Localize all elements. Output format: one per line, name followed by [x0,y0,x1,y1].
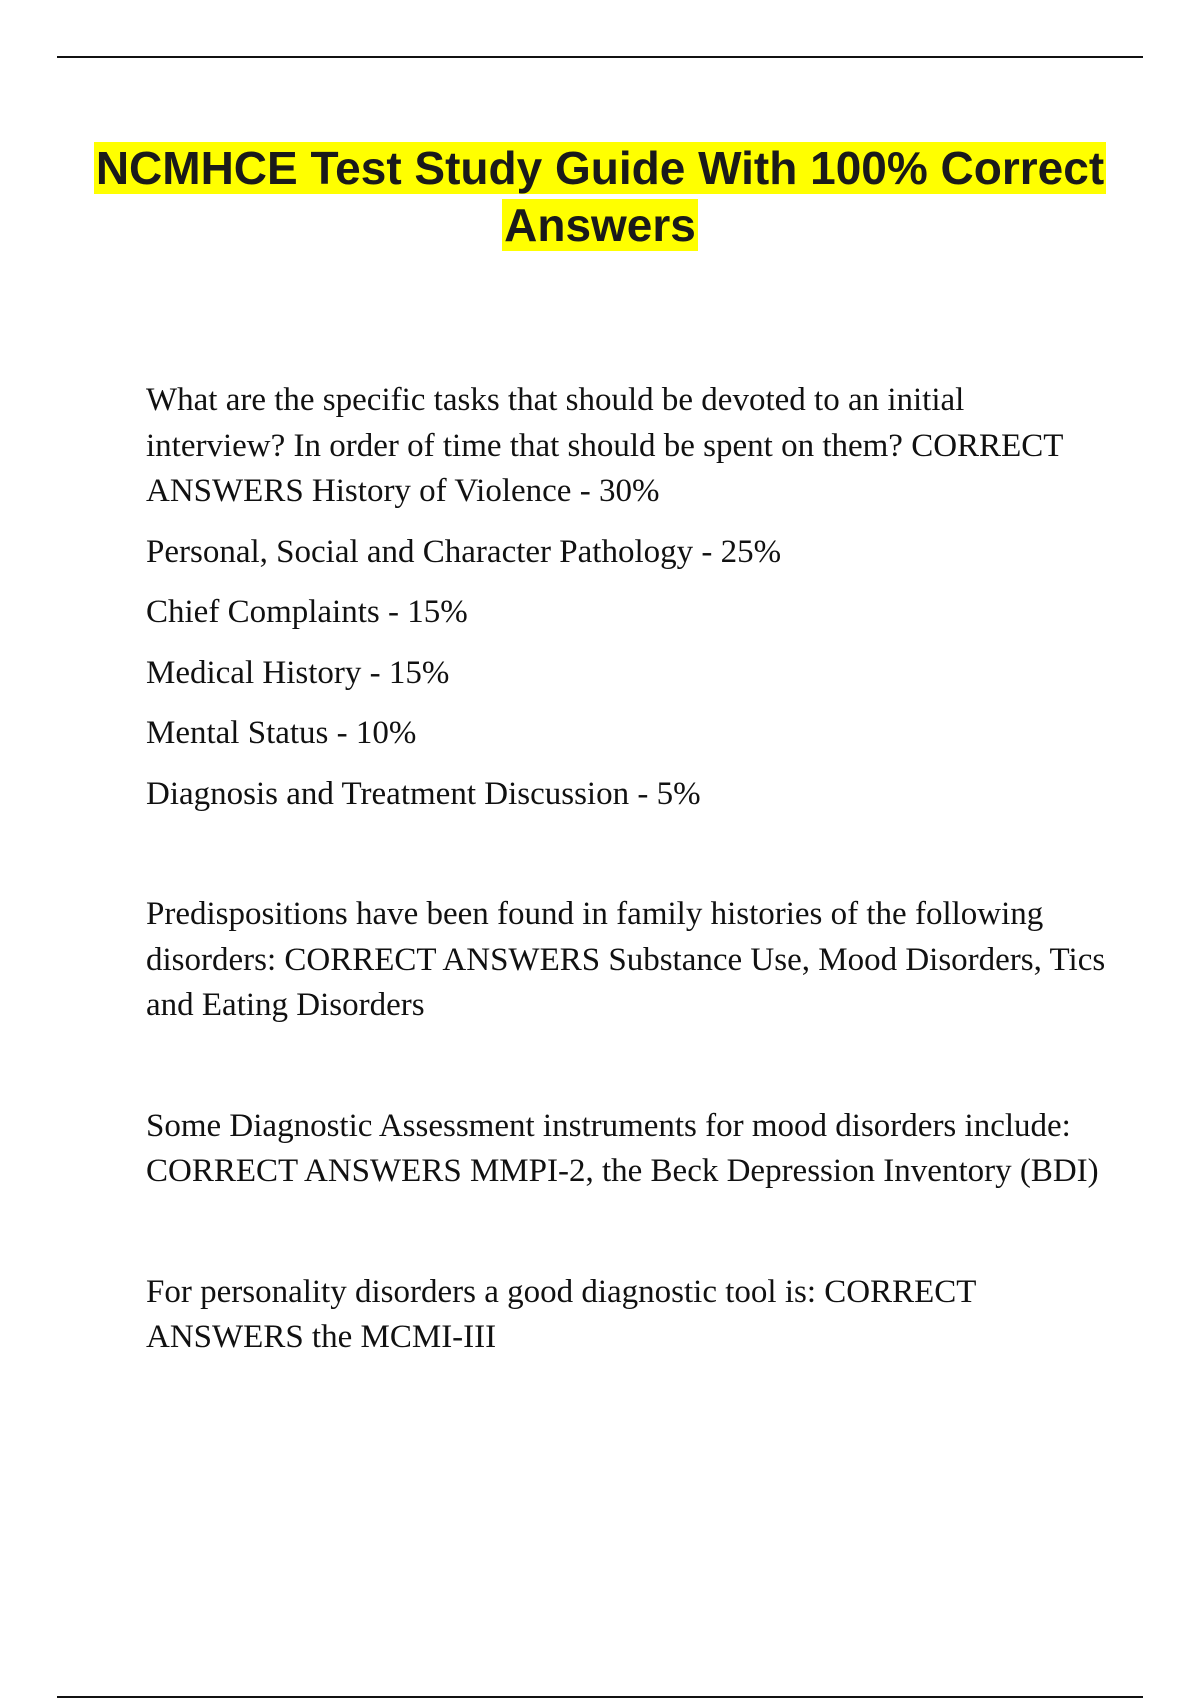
qa-block-2 [146,892,1106,1029]
header-rule [57,56,1143,58]
answer-item: Chief Complaints - 15% [146,594,468,630]
question-answer: For personality disorders a good diagnostic tool is: CORRECT ANSWERS the MCMI-III [146,1273,976,1355]
answer-item: Medical History - 15% [146,654,450,691]
answer-item: Mental Status - 10% [146,715,417,751]
footer-rule [57,1696,1143,1698]
answer-item: Personal, Social and Character Pathology - 25% [146,533,782,570]
title-block [0,140,1200,254]
document-body [146,378,1106,1361]
question-answer: What are the specific tasks that should be devoted to an initial interview? In order of time that should be spent on them? CORRECT ANSWERS History of Violence - 30% [146,382,1063,509]
document-title: NCMHCE Test Study Guide With 100% Correct Answers [95,142,1105,251]
answer-item: Diagnosis and Treatment Discussion - 5% [146,775,701,812]
qa-block-4 [146,1270,1106,1361]
question-answer: Some Diagnostic Assessment instruments for mood disorders include: CORRECT ANSWERS MMPI-2, the Beck Depression Inventory (BDI) [146,1107,1099,1189]
qa-block-1 [146,378,1106,817]
qa-block-3 [146,1104,1106,1195]
question-answer: Predispositions have been found in family histories of the following disorders: CORRECT ANSWERS Substance Use, Mood Disorders, Tics and Eating Disorders [146,896,1106,1023]
